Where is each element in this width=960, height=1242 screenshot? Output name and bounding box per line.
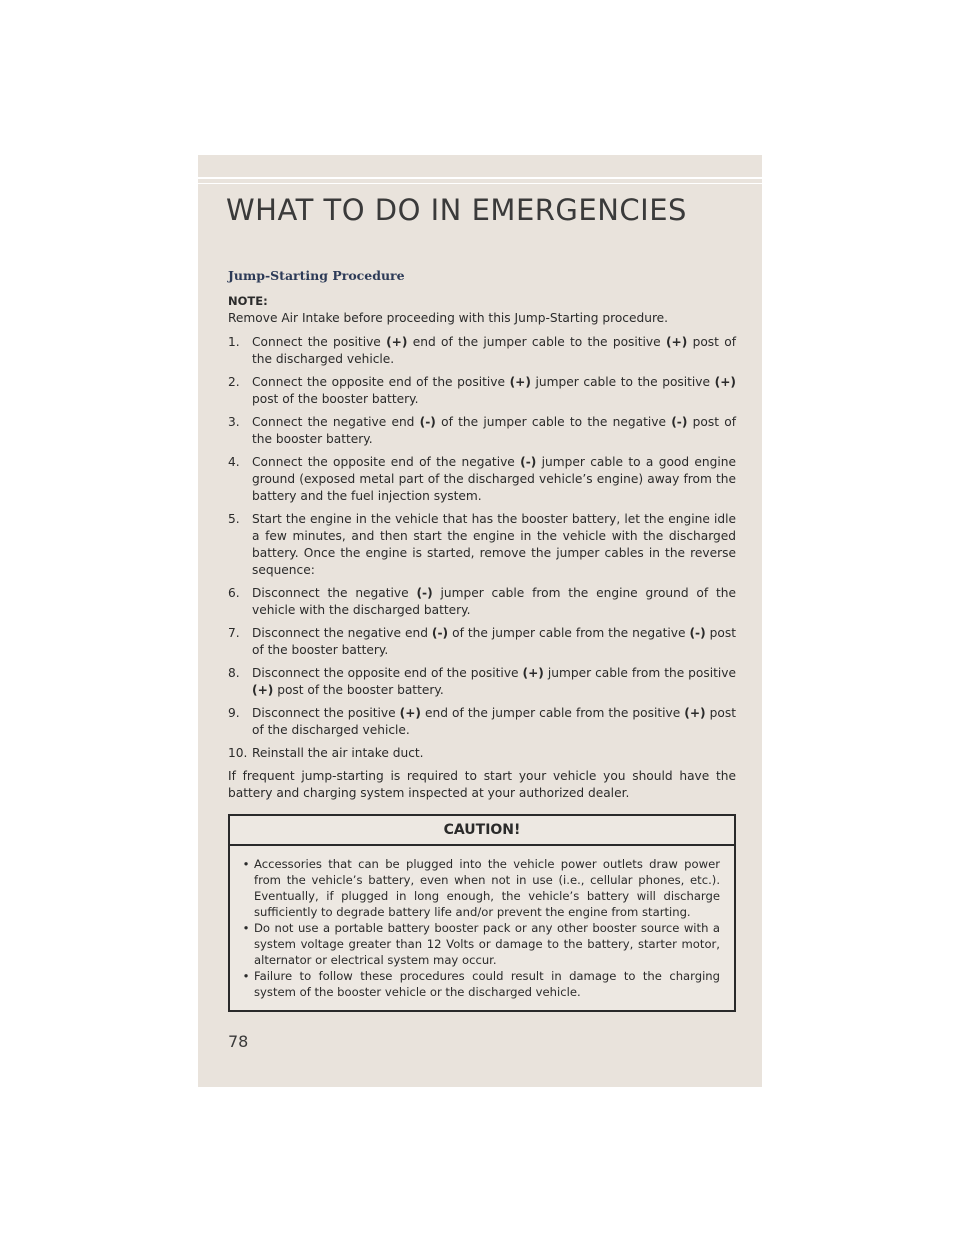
step-number: 1. [228, 335, 240, 349]
step-text-part: jumper cable to a good engine ground (exposed metal part of the discharged vehicle’s engine) away from the battery and the fuel injection system. [252, 455, 736, 503]
step-text-part: post of the booster battery. [273, 683, 444, 697]
step-text-part: Connect the negative end [252, 415, 420, 429]
step-text [252, 705, 736, 739]
caution-item-text: Accessories that can be plugged into the vehicle power outlets draw power from the vehicle’s battery, even when not in use (i.e., cellular phones, etc.). Eventually, if plugged in long enough, the vehicle’s battery will discharge sufficiently to degrade battery life and/or prevent the engine from starting. [254, 857, 720, 919]
step-text-part: Connect the opposite end of the positive [252, 375, 510, 389]
polarity-symbol: (+) [684, 706, 706, 720]
step-text [252, 665, 736, 699]
step-text-part: Disconnect the opposite end of the positive [252, 666, 523, 680]
step-text-part: of the jumper cable to the negative [435, 415, 672, 429]
bullet-icon: • [242, 921, 250, 935]
note-text: Remove Air Intake before proceeding with this Jump-Starting procedure. [228, 311, 669, 325]
step-item [228, 585, 736, 619]
step-text-part: Start the engine in the vehicle that has the booster battery, let the engine idle a few minutes, and then start the engine in the vehicle with the discharged battery. Once the engine is started, remove the jumper cables in the reverse sequence: [252, 512, 736, 577]
step-number: 10. [228, 746, 248, 760]
step-text [252, 454, 736, 505]
closing-paragraph: If frequent jump-starting is required to start your vehicle you should have the battery and charging system inspected at your authorized dealer. [228, 769, 736, 800]
caution-item [238, 920, 720, 968]
caution-item [238, 968, 720, 1000]
step-item [228, 745, 736, 762]
note-label: NOTE: [228, 294, 268, 308]
polarity-symbol: (-) [689, 626, 706, 640]
page-number: 78 [228, 1032, 249, 1051]
caution-box [228, 814, 736, 1012]
step-text-part: Disconnect the negative [252, 586, 417, 600]
step-item [228, 334, 736, 368]
section-title: WHAT TO DO IN EMERGENCIES [226, 193, 687, 227]
caution-list [230, 846, 734, 1010]
step-item [228, 511, 736, 579]
step-text-part: post of the booster battery. [252, 626, 736, 657]
bullet-icon: • [242, 857, 250, 871]
caution-item-text: Do not use a portable battery booster pack or any other booster source with a system voltage greater than 12 Volts or damage to the battery, starter motor, alternator or electrical system may occur. [254, 921, 720, 967]
step-text-part: Reinstall the air intake duct. [252, 746, 424, 760]
step-text-part: of the jumper cable from the negative [448, 626, 690, 640]
step-item [228, 705, 736, 739]
step-text-part: jumper cable to the positive [530, 375, 715, 389]
step-number: 4. [228, 455, 240, 469]
polarity-symbol: (+) [509, 375, 531, 389]
step-text-part: end of the jumper cable to the positive [407, 335, 666, 349]
step-text-part: post of the booster battery. [252, 392, 419, 406]
step-number: 6. [228, 586, 240, 600]
bullet-icon: • [242, 969, 250, 983]
step-number: 8. [228, 666, 240, 680]
step-text-part: end of the jumper cable from the positive [421, 706, 685, 720]
step-text-part: Disconnect the positive [252, 706, 400, 720]
step-text-part: post of the discharged vehicle. [252, 335, 736, 366]
step-number: 5. [228, 512, 240, 526]
step-text-part: post of the booster battery. [252, 415, 736, 446]
caution-title: CAUTION! [230, 816, 734, 846]
step-text [252, 625, 736, 659]
polarity-symbol: (-) [431, 626, 449, 640]
step-text-part: Connect the positive [252, 335, 387, 349]
step-text [252, 334, 736, 368]
manual-page [198, 155, 762, 1087]
step-item [228, 625, 736, 659]
header-rule-thin [198, 183, 762, 184]
polarity-symbol: (+) [399, 706, 421, 720]
step-number: 3. [228, 415, 240, 429]
step-item [228, 374, 736, 408]
polarity-symbol: (+) [386, 335, 408, 349]
note [228, 293, 736, 327]
subheading: Jump-Starting Procedure [228, 268, 405, 283]
step-text-part: jumper cable from the engine ground of the vehicle with the discharged battery. [252, 586, 736, 617]
caution-item-text: Failure to follow these procedures could result in damage to the charging system of the booster vehicle or the discharged vehicle. [254, 969, 720, 999]
polarity-symbol: (+) [252, 683, 274, 697]
step-number: 7. [228, 626, 240, 640]
polarity-symbol: (-) [416, 586, 433, 600]
step-text [252, 374, 736, 408]
step-text [252, 414, 736, 448]
header-rule [198, 177, 762, 179]
polarity-symbol: (+) [522, 666, 544, 680]
step-text [252, 745, 736, 762]
step-item [228, 454, 736, 505]
step-text [252, 585, 736, 619]
step-text-part: Connect the opposite end of the negative [252, 455, 521, 469]
polarity-symbol: (-) [671, 415, 688, 429]
page-content [228, 267, 736, 1012]
step-text-part: jumper cable from the positive [543, 666, 736, 680]
step-item [228, 414, 736, 448]
step-text [252, 511, 736, 579]
step-text-part: Disconnect the negative end [252, 626, 432, 640]
step-item [228, 665, 736, 699]
step-number: 9. [228, 706, 240, 720]
step-text-part: post of the discharged vehicle. [252, 706, 736, 737]
caution-item [238, 856, 720, 920]
polarity-symbol: (-) [419, 415, 436, 429]
polarity-symbol: (+) [665, 335, 688, 349]
steps-list [228, 334, 736, 762]
polarity-symbol: (+) [714, 375, 736, 389]
step-number: 2. [228, 375, 240, 389]
polarity-symbol: (-) [520, 455, 537, 469]
